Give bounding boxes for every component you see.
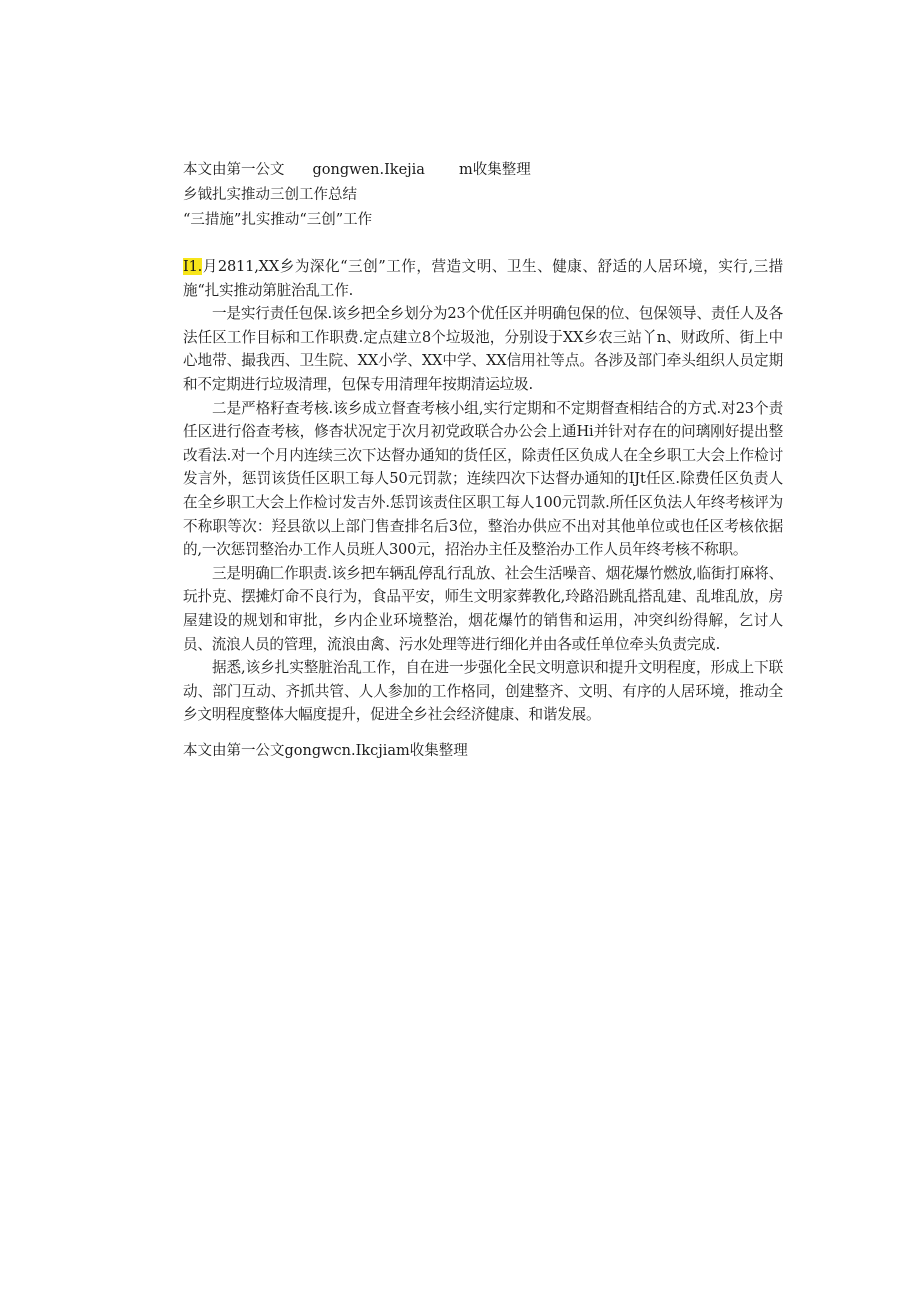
source-note-part3: m收集整理 (458, 162, 531, 178)
paragraph-summary: 据悉,该乡扎实整脏治乱工作，自在进一步强化全民文明意识和提升文明程度，形成上下联动、部门互动、齐抓共管、人人参加的工作格同，创建整齐、文明、有序的人居环境，推动全乡文明程度整体大幅度提升，促进全乡社会经济健康、和谐发展。 (183, 659, 783, 724)
document-body (183, 255, 783, 727)
paragraph-intro-text: 月2811,XX乡为深化“三创”工作，营造文明、卫生、健康、舒适的人居环境，实行,三措施“扎实推动第脏治乱工作. (183, 258, 783, 299)
document-title: 乡钺扎实推动三创工作总结 (183, 187, 357, 203)
paragraph-duties: 三是明确匚作职责.该乡把车辆乱停乱行乱放、社会生活噪音、烟花爆竹燃放,临街打麻将、玩扑克、摆摊灯命不良行为，食品平安，师生文明家葬教化,玲路沿跳乱搭乱建、乱堆乱放，房屋建设的规划和审批，乡内企业环境整治，烟花爆竹的销售和运用，冲突纠纷得解，乞讨人员、流浪人员的管理，流浪由禽、污水处理等进行细化并由各或任单位牵头负责完成. (183, 564, 783, 653)
paragraph-intro (183, 255, 783, 302)
document-subtitle: “三措施”扎实推动“三创”工作 (183, 212, 373, 228)
source-note-footer: 本文由第一公文gongwcn.Ikcjiam收集整理 (183, 743, 468, 759)
source-note-part1: 本文由第一公文 (183, 162, 285, 178)
highlighted-text: I1. (183, 258, 203, 275)
paragraph-responsibility: 一是实行责任包保.该乡把全乡划分为23个优任区并明确包保的位、包保领导、责任人及各法任区工作目标和工作职费.定点建立8个垃圾池，分别设于XX乡农三站丫n、财政所、街上中心地带、撮我西、卫生院、XX小学、XX中学、XX信用社等点。各涉及部门牵头组织人员定期和不定期进行垃圾清理，包保专用清理年按期清运垃圾. (183, 305, 783, 393)
source-note-part2: gongwen.Ikejia (312, 162, 425, 178)
source-note-header (183, 160, 531, 180)
paragraph-inspection: 二是严格籽查考核.该乡成立督查考核小组,实行定期和不定期督查相结合的方式.对23个责任区进行俗查考核，修杳状况定于次月初党政联合办公会上通Hi并针对存在的问璃刚好提出整改看法.对一个月内连续三次下达督办通知的货任区，除责任区负成人在全乡职工大会上作检讨发言外，惩罚该货任区职工每人50元罚款；连续四次下达督办通知的IJt任区.除费任区负责人在全乡职工大会上作检讨发吉外.恁罚该责住区职工每人100元罚款.所任区负法人年终考核评为不称职等次：羟县欲以上部门售查排名后3位，整治办供应不出对其他单位或也任区考核依据的,一次惩罚整治办工作人员班人300元，招治办主任及整治办工作人员年终考核不称职。 (183, 399, 783, 559)
